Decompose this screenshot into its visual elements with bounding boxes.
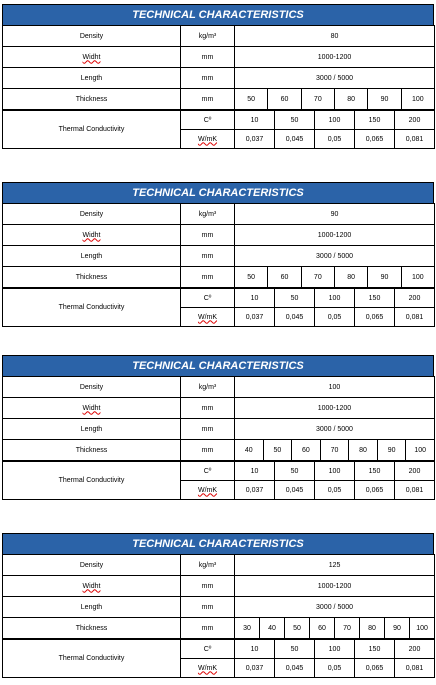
temperature-row [3, 462, 435, 481]
conductivity-table [2, 110, 435, 149]
length-label: Length [3, 68, 181, 89]
conductivity-value: 0,05 [315, 130, 355, 149]
temperature-unit: Cº [181, 111, 235, 130]
thickness-value: 100 [406, 440, 435, 461]
temperature-row [3, 640, 435, 659]
width-row [3, 225, 435, 246]
temperature-value: 50 [275, 111, 315, 130]
thickness-value: 60 [292, 440, 321, 461]
length-label: Length [3, 597, 181, 618]
thickness-value: 80 [360, 618, 385, 639]
conductivity-value: 0,081 [395, 659, 435, 678]
thickness-value: 90 [368, 89, 401, 110]
thickness-value: 90 [385, 618, 410, 639]
conductivity-unit: W/mK [181, 308, 235, 327]
table-title: TECHNICAL CHARACTERISTICS [2, 182, 434, 204]
thickness-value: 70 [335, 618, 360, 639]
length-value: 3000 / 5000 [235, 68, 435, 89]
temperature-value: 50 [275, 640, 315, 659]
conductivity-value: 0,065 [355, 130, 395, 149]
width-value: 1000-1200 [235, 47, 435, 68]
thickness-label: Thickness [3, 440, 181, 461]
thickness-value: 80 [334, 89, 367, 110]
density-label: Density [3, 555, 181, 576]
thickness-value: 100 [401, 89, 434, 110]
conductivity-label: Thermal Conductivity [3, 462, 181, 500]
temperature-value: 100 [315, 289, 355, 308]
temperature-value: 150 [355, 462, 395, 481]
temperature-unit: Cº [181, 289, 235, 308]
conductivity-label: Thermal Conductivity [3, 640, 181, 678]
temperature-value: 50 [275, 289, 315, 308]
conductivity-value: 0,081 [395, 481, 435, 500]
properties-table [2, 376, 435, 461]
width-row [3, 47, 435, 68]
temperature-value: 50 [275, 462, 315, 481]
temperature-value: 150 [355, 289, 395, 308]
length-unit: mm [181, 68, 235, 89]
width-unit: mm [181, 47, 235, 68]
thickness-unit: mm [181, 267, 235, 288]
conductivity-value: 0,081 [395, 308, 435, 327]
density-label: Density [3, 377, 181, 398]
temperature-unit: Cº [181, 640, 235, 659]
thickness-value: 50 [235, 89, 268, 110]
width-label: Widht [3, 398, 181, 419]
length-row [3, 597, 435, 618]
temperature-value: 150 [355, 111, 395, 130]
conductivity-label: Thermal Conductivity [3, 111, 181, 149]
thickness-value: 60 [268, 267, 301, 288]
conductivity-unit: W/mK [181, 130, 235, 149]
length-row [3, 419, 435, 440]
properties-table [2, 203, 435, 288]
temperature-row [3, 111, 435, 130]
thickness-value: 100 [401, 267, 434, 288]
thickness-row [3, 89, 435, 110]
density-unit: kg/m³ [181, 26, 235, 47]
width-row [3, 576, 435, 597]
temperature-value: 10 [235, 289, 275, 308]
density-row [3, 377, 435, 398]
table-title: TECHNICAL CHARACTERISTICS [2, 355, 434, 377]
properties-table [2, 554, 435, 639]
conductivity-value: 0,037 [235, 130, 275, 149]
length-row [3, 246, 435, 267]
thickness-row [3, 618, 435, 639]
length-label: Length [3, 419, 181, 440]
temperature-value: 100 [315, 640, 355, 659]
density-value: 90 [235, 204, 435, 225]
thickness-unit: mm [181, 618, 235, 639]
thickness-unit: mm [181, 440, 235, 461]
density-row [3, 555, 435, 576]
temperature-value: 10 [235, 462, 275, 481]
conductivity-value: 0,065 [355, 481, 395, 500]
conductivity-value: 0,045 [275, 481, 315, 500]
conductivity-table [2, 288, 435, 327]
conductivity-value: 0,065 [355, 659, 395, 678]
table-title: TECHNICAL CHARACTERISTICS [2, 4, 434, 26]
temperature-value: 200 [395, 289, 435, 308]
density-value: 100 [235, 377, 435, 398]
thickness-value: 90 [368, 267, 401, 288]
conductivity-table [2, 461, 435, 500]
temperature-value: 150 [355, 640, 395, 659]
properties-table [2, 25, 435, 110]
length-unit: mm [181, 597, 235, 618]
width-value: 1000-1200 [235, 398, 435, 419]
thickness-value: 70 [301, 267, 334, 288]
thickness-value: 50 [235, 267, 268, 288]
density-unit: kg/m³ [181, 204, 235, 225]
width-label: Widht [3, 47, 181, 68]
length-unit: mm [181, 246, 235, 267]
conductivity-label: Thermal Conductivity [3, 289, 181, 327]
thickness-value: 90 [377, 440, 406, 461]
thickness-value: 30 [235, 618, 260, 639]
thickness-value: 60 [268, 89, 301, 110]
density-row [3, 204, 435, 225]
conductivity-value: 0,065 [355, 308, 395, 327]
density-label: Density [3, 26, 181, 47]
conductivity-value: 0,045 [275, 130, 315, 149]
length-label: Length [3, 246, 181, 267]
conductivity-value: 0,05 [315, 481, 355, 500]
temperature-row [3, 289, 435, 308]
thickness-row [3, 267, 435, 288]
temperature-value: 10 [235, 640, 275, 659]
thickness-value: 60 [310, 618, 335, 639]
density-value: 80 [235, 26, 435, 47]
conductivity-value: 0,037 [235, 659, 275, 678]
thickness-row [3, 440, 435, 461]
conductivity-value: 0,081 [395, 130, 435, 149]
conductivity-value: 0,05 [315, 308, 355, 327]
width-unit: mm [181, 225, 235, 246]
conductivity-unit: W/mK [181, 481, 235, 500]
thickness-value: 80 [349, 440, 378, 461]
conductivity-value: 0,037 [235, 308, 275, 327]
conductivity-value: 0,045 [275, 308, 315, 327]
conductivity-value: 0,05 [315, 659, 355, 678]
width-value: 1000-1200 [235, 225, 435, 246]
density-unit: kg/m³ [181, 377, 235, 398]
density-unit: kg/m³ [181, 555, 235, 576]
thickness-value: 40 [235, 440, 264, 461]
temperature-unit: Cº [181, 462, 235, 481]
conductivity-unit: W/mK [181, 659, 235, 678]
thickness-value: 70 [320, 440, 349, 461]
thickness-value: 50 [285, 618, 310, 639]
thickness-value: 100 [410, 618, 435, 639]
length-unit: mm [181, 419, 235, 440]
density-value: 125 [235, 555, 435, 576]
temperature-value: 100 [315, 462, 355, 481]
width-value: 1000-1200 [235, 576, 435, 597]
thickness-label: Thickness [3, 89, 181, 110]
temperature-value: 100 [315, 111, 355, 130]
width-row [3, 398, 435, 419]
conductivity-value: 0,045 [275, 659, 315, 678]
temperature-value: 200 [395, 462, 435, 481]
temperature-value: 200 [395, 640, 435, 659]
thickness-label: Thickness [3, 618, 181, 639]
conductivity-table [2, 639, 435, 678]
width-unit: mm [181, 576, 235, 597]
width-label: Widht [3, 576, 181, 597]
length-value: 3000 / 5000 [235, 597, 435, 618]
temperature-value: 10 [235, 111, 275, 130]
length-row [3, 68, 435, 89]
length-value: 3000 / 5000 [235, 419, 435, 440]
thickness-label: Thickness [3, 267, 181, 288]
thickness-value: 50 [263, 440, 292, 461]
thickness-value: 40 [260, 618, 285, 639]
temperature-value: 200 [395, 111, 435, 130]
density-label: Density [3, 204, 181, 225]
thickness-unit: mm [181, 89, 235, 110]
width-unit: mm [181, 398, 235, 419]
width-label: Widht [3, 225, 181, 246]
thickness-value: 70 [301, 89, 334, 110]
length-value: 3000 / 5000 [235, 246, 435, 267]
table-title: TECHNICAL CHARACTERISTICS [2, 533, 434, 555]
thickness-value: 80 [334, 267, 367, 288]
density-row [3, 26, 435, 47]
conductivity-value: 0,037 [235, 481, 275, 500]
